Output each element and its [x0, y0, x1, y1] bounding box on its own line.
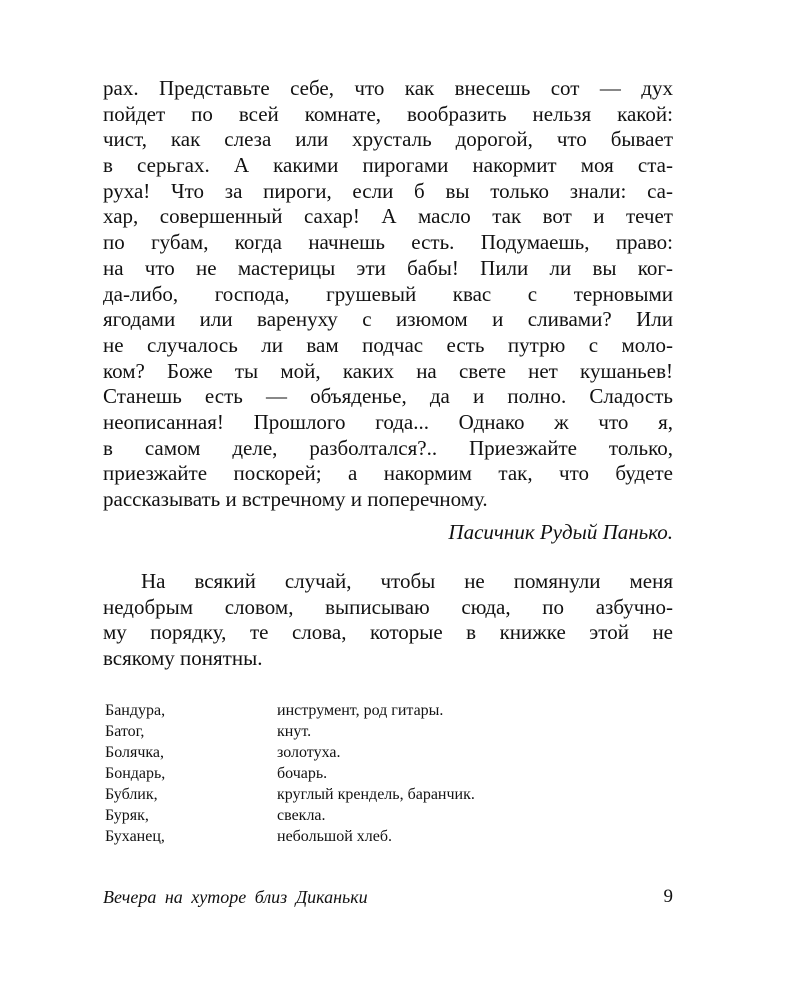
glossary-term: Бублик,: [105, 786, 158, 803]
paragraph-line: по губам, когда начнешь есть. Подумаешь, право:: [103, 230, 673, 255]
glossary-term: Болячка,: [105, 744, 164, 761]
glossary-entry: [105, 784, 665, 805]
glossary-definition: круглый крендель, баранчик.: [277, 786, 475, 803]
glossary-definition: свекла.: [277, 807, 326, 824]
glossary-entry: [105, 700, 665, 721]
glossary-definition: инструмент, род гитары.: [277, 702, 444, 719]
paragraph-line: На всякий случай, чтобы не помянули меня: [141, 569, 673, 593]
paragraph-line: недобрым словом, выписываю сюда, по азбучно-: [103, 594, 673, 619]
paragraph-line: на что не мастерицы эти бабы! Пили ли вы ког-: [103, 255, 673, 280]
paragraph-line: в самом деле, разболтался?.. Приезжайте только,: [103, 435, 673, 460]
glossary-list: [105, 700, 665, 847]
paragraph-line: му порядку, те слова, которые в книжке этой не: [103, 620, 673, 645]
paragraph-line: ком? Боже ты мой, каких на свете нет кушаньев!: [103, 358, 673, 383]
paragraph-line: руха! Что за пироги, если б вы только знали: са-: [103, 178, 673, 203]
author-signature: Пасичник Рудый Панько.: [448, 520, 673, 544]
glossary-entry: [105, 742, 665, 763]
glossary-entry: [105, 805, 665, 826]
paragraph-line: ягодами или варенуху с изюмом и сливами? Или: [103, 307, 673, 332]
glossary-entry: [105, 826, 665, 847]
paragraph-1: [103, 76, 673, 513]
glossary-term: Бандура,: [105, 702, 166, 719]
paragraph-line: хар, совершенный сахар! А масло так вот и течет: [103, 204, 673, 229]
paragraph-line: неописанная! Прошлого года... Однако ж что я,: [103, 409, 673, 434]
glossary-entry: [105, 763, 665, 784]
paragraph-line: в серьгах. А какими пирогами накормит моя ста-: [103, 153, 673, 178]
glossary-definition: бочарь.: [277, 765, 328, 782]
glossary-definition: небольшой хлеб.: [277, 828, 392, 845]
glossary-definition: кнут.: [277, 723, 312, 740]
paragraph-line: всякому понятны.: [103, 646, 263, 671]
paragraph-line: рах. Представьте себе, что как внесешь сот — дух: [103, 76, 673, 100]
glossary-term: Буханец,: [105, 828, 165, 845]
paragraph-line: пойдет по всей комнате, вообразить нельзя какой:: [103, 101, 673, 126]
paragraph-line: чист, как слеза или хрусталь дорогой, что бывает: [103, 127, 673, 152]
glossary-term: Батог,: [105, 723, 145, 740]
page-footer: [103, 884, 673, 910]
page-number: 9: [663, 886, 673, 907]
paragraph-line: не случалось ли вам подчас есть путрю с моло-: [103, 332, 673, 357]
glossary-term: Буряк,: [105, 807, 149, 824]
paragraph-line: Станешь есть — объяденье, да и полно. Сладость: [103, 384, 673, 409]
glossary-entry: [105, 721, 665, 742]
glossary-definition: золотуха.: [277, 744, 341, 761]
glossary-term: Бондарь,: [105, 765, 166, 782]
paragraph-line: рассказывать и встречному и поперечному.: [103, 487, 488, 511]
running-title: Вечера на хуторе близ Диканьки: [103, 887, 368, 907]
paragraph-2: [103, 569, 673, 672]
paragraph-line: да-либо, господа, грушевый квас с терновыми: [103, 281, 673, 306]
paragraph-line: приезжайте поскорей; а накормим так, что будете: [103, 461, 673, 486]
